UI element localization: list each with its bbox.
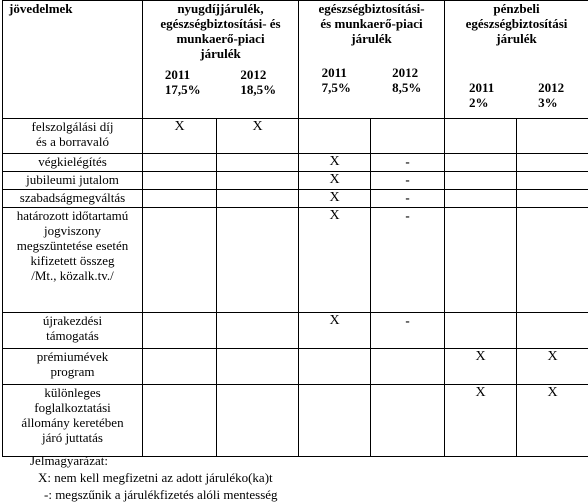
- cash-year-2011: 2011: [469, 80, 494, 95]
- row-label-line: jogviszony: [5, 223, 140, 238]
- dash-mark-cell: -: [371, 172, 445, 190]
- empty-cell: [517, 208, 588, 313]
- row-label: [3, 190, 143, 208]
- empty-cell: [299, 119, 371, 154]
- pension-year-2012: 2012: [240, 67, 266, 82]
- dash-mark-cell: -: [371, 208, 445, 313]
- empty-cell: [143, 313, 217, 349]
- cash-years: [447, 80, 586, 110]
- empty-cell: [217, 154, 299, 172]
- row-label: [3, 349, 143, 385]
- empty-cell: [217, 190, 299, 208]
- x-mark-cell: X: [299, 154, 371, 172]
- empty-cell: [517, 119, 588, 154]
- table-row: [3, 208, 588, 313]
- row-label-line: felszolgálási díj: [5, 119, 140, 134]
- x-mark-cell: X: [299, 172, 371, 190]
- empty-cell: [217, 385, 299, 457]
- empty-cell: [299, 385, 371, 457]
- empty-cell: [217, 172, 299, 190]
- row-label: [3, 385, 143, 457]
- health-title-line: egészségbiztosítási-: [301, 1, 442, 16]
- income-header: jövedelmek: [3, 1, 143, 119]
- empty-cell: [445, 190, 517, 208]
- legend-title: Jelmagyarázat:: [30, 452, 278, 469]
- empty-cell: [371, 385, 445, 457]
- empty-cell: [445, 313, 517, 349]
- x-mark-cell: X: [517, 385, 588, 457]
- row-label-line: foglalkoztatási: [5, 400, 140, 415]
- row-label: [3, 208, 143, 313]
- empty-cell: [217, 208, 299, 313]
- header-row: [3, 1, 588, 119]
- row-label-line: újrakezdési: [5, 313, 140, 328]
- table-row: [3, 313, 588, 349]
- empty-cell: [143, 172, 217, 190]
- health-year-2011: 2011: [322, 65, 347, 80]
- row-label: [3, 119, 143, 154]
- health-title-line: járulék: [301, 31, 442, 46]
- health-header: [299, 1, 445, 119]
- empty-cell: [143, 190, 217, 208]
- pension-title-line: egészségbiztosítási- és: [145, 16, 296, 31]
- row-label-line: végkielégítés: [5, 154, 140, 169]
- health-rate-2011: 7,5%: [322, 80, 351, 95]
- empty-cell: [299, 349, 371, 385]
- pension-rate-2011: 17,5%: [165, 82, 201, 97]
- empty-cell: [517, 190, 588, 208]
- pension-rate-2012: 18,5%: [240, 82, 276, 97]
- row-label-line: állomány keretében: [5, 415, 140, 430]
- x-mark-cell: X: [445, 349, 517, 385]
- cash-title-line: pénzbeli: [447, 1, 586, 16]
- row-label-line: támogatás: [5, 328, 140, 343]
- legend: [30, 452, 278, 503]
- pension-title: [145, 1, 296, 61]
- empty-cell: [371, 119, 445, 154]
- cash-rate-2011: 2%: [469, 95, 489, 110]
- pension-header: [143, 1, 299, 119]
- empty-cell: [517, 313, 588, 349]
- row-label: [3, 154, 143, 172]
- empty-cell: [143, 208, 217, 313]
- x-mark-cell: X: [517, 349, 588, 385]
- row-label-line: jubileumi jutalom: [5, 172, 140, 187]
- empty-cell: [143, 349, 217, 385]
- legend-x: X: nem kell megfizetni az adott járuléko(ka)t: [30, 469, 278, 486]
- row-label-line: prémiumévek: [5, 349, 140, 364]
- row-label-line: megszüntetése esetén: [5, 238, 140, 253]
- empty-cell: [517, 154, 588, 172]
- legend-dash: -: megszűnik a járulékfizetés alóli mentesség: [30, 486, 278, 503]
- table-row: [3, 190, 588, 208]
- table-row: [3, 172, 588, 190]
- cash-title-line: egészségbiztosítási: [447, 16, 586, 31]
- row-label-line: program: [5, 364, 140, 379]
- row-label: [3, 313, 143, 349]
- x-mark-cell: X: [299, 313, 371, 349]
- empty-cell: [445, 172, 517, 190]
- pension-years: [145, 67, 296, 97]
- x-mark-cell: X: [299, 190, 371, 208]
- health-year-2012: 2012: [392, 65, 418, 80]
- table-row: [3, 119, 588, 154]
- row-label-line: határozott időtartamú: [5, 208, 140, 223]
- pension-year-2011: 2011: [165, 67, 190, 82]
- table-row: [3, 154, 588, 172]
- empty-cell: [445, 208, 517, 313]
- health-title-line: és munkaerő-piaci: [301, 16, 442, 31]
- x-mark-cell: X: [217, 119, 299, 154]
- cash-year-2012: 2012: [538, 80, 564, 95]
- empty-cell: [371, 349, 445, 385]
- row-label-line: járó juttatás: [5, 430, 140, 445]
- dash-mark-cell: -: [371, 313, 445, 349]
- empty-cell: [143, 385, 217, 457]
- pension-title-line: nyugdíjjárulék,: [145, 1, 296, 16]
- row-label-line: szabadságmegváltás: [5, 190, 140, 205]
- empty-cell: [217, 313, 299, 349]
- health-years: [301, 65, 442, 95]
- health-rate-2012: 8,5%: [392, 80, 421, 95]
- dash-mark-cell: -: [371, 190, 445, 208]
- cash-header: [445, 1, 588, 119]
- pension-title-line: munkaerő-piaci: [145, 31, 296, 46]
- x-mark-cell: X: [143, 119, 217, 154]
- cash-title-line: járulék: [447, 31, 586, 46]
- pension-title-line: járulék: [145, 46, 296, 61]
- empty-cell: [445, 119, 517, 154]
- empty-cell: [517, 172, 588, 190]
- row-label-line: kifizetett összeg: [5, 253, 140, 268]
- empty-cell: [217, 349, 299, 385]
- row-label: [3, 172, 143, 190]
- table-row: [3, 385, 588, 457]
- contribution-table: [2, 0, 588, 457]
- dash-mark-cell: -: [371, 154, 445, 172]
- x-mark-cell: X: [299, 208, 371, 313]
- empty-cell: [143, 154, 217, 172]
- row-label-line: különleges: [5, 385, 140, 400]
- empty-cell: [445, 154, 517, 172]
- table-body: [3, 119, 588, 457]
- health-title: [301, 1, 442, 46]
- table-row: [3, 349, 588, 385]
- cash-title: [447, 1, 586, 46]
- cash-rate-2012: 3%: [538, 95, 558, 110]
- row-label-line: /Mt., közalk.tv./: [5, 268, 140, 283]
- x-mark-cell: X: [445, 385, 517, 457]
- row-label-line: és a borravaló: [5, 134, 140, 149]
